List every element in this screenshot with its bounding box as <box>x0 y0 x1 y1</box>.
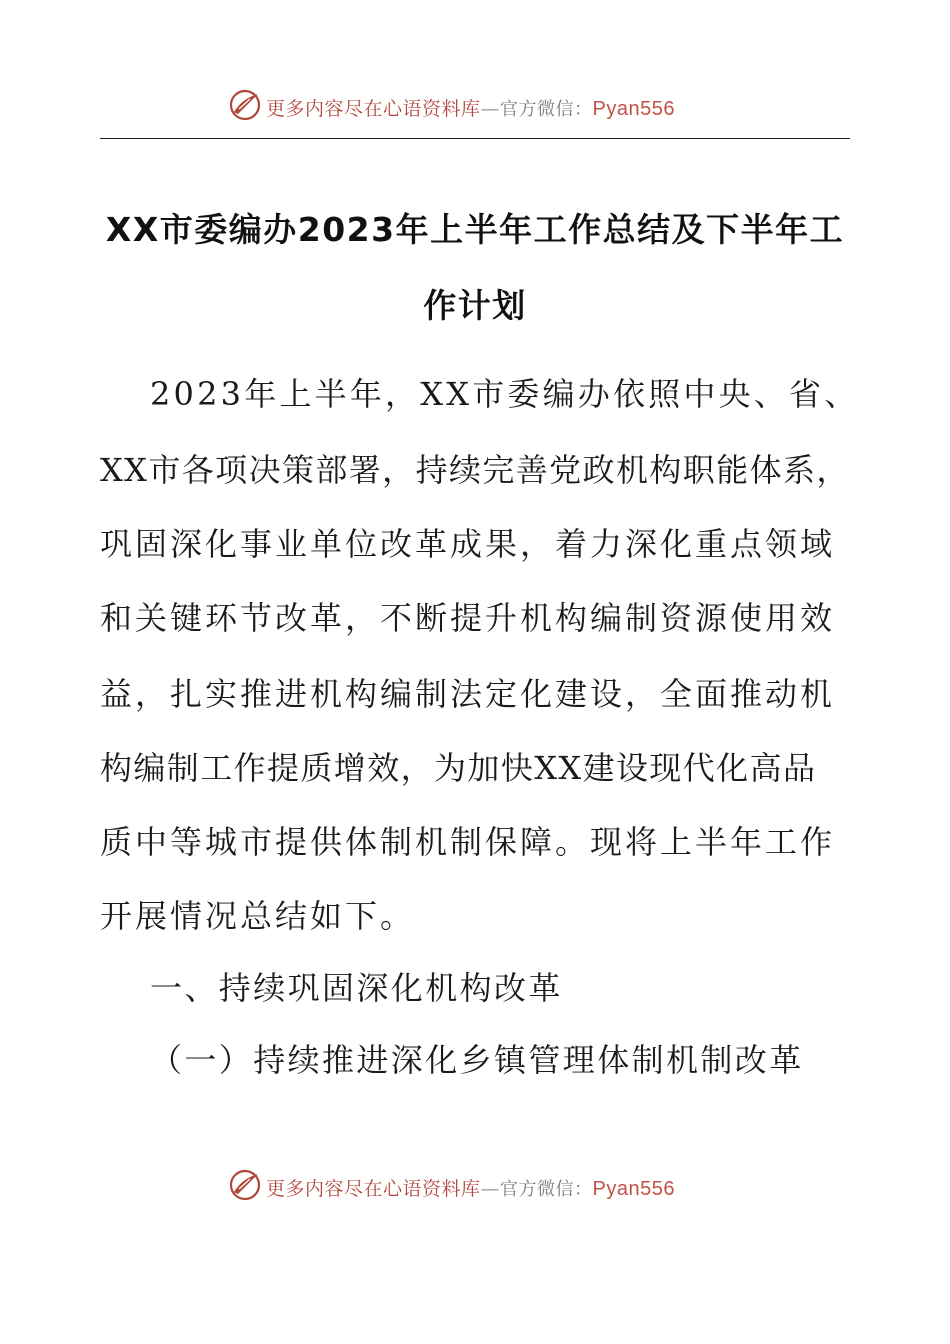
header-watermark <box>0 84 950 124</box>
watermark-dash: — <box>480 1178 501 1200</box>
watermark-wechat-label: 官方微信： <box>500 99 593 120</box>
body-line-4: 和关键环节改革，不断提升机构编制资源使用效 <box>100 599 836 637</box>
body-line-6: 构编制工作提质增效，为加快XX建设现代化高品 <box>100 749 817 787</box>
section-heading-1: 一、持续巩固深化机构改革 <box>150 969 563 1007</box>
pen-logo-icon <box>228 1168 262 1202</box>
footer-watermark <box>0 1164 950 1204</box>
watermark-text <box>266 94 675 121</box>
body-line-1: 2023年上半年，XX市委编办依照中央、省、 <box>150 375 860 413</box>
watermark-wechat-id: Pyan556 <box>592 1178 675 1200</box>
body-line-3: 巩固深化事业单位改革成果，着力深化重点领域 <box>100 525 836 563</box>
body-line-8: 开展情况总结如下。 <box>100 897 416 935</box>
body-line-7: 质中等城市提供体制机制保障。现将上半年工作 <box>100 823 836 861</box>
watermark-text <box>266 1174 675 1201</box>
body-line-2: XX市各项决策部署，持续完善党政机构职能体系， <box>100 451 850 489</box>
section-heading-1-1: （一）持续推进深化乡镇管理体制机制改革 <box>150 1041 804 1079</box>
document-title-line-2: 作计划 <box>423 286 527 325</box>
body-line-5: 益，扎实推进机构编制法定化建设，全面推动机 <box>100 675 836 713</box>
document-title-line-1: XX市委编办2023年上半年工作总结及下半年工 <box>105 210 845 249</box>
watermark-wechat-id: Pyan556 <box>592 98 675 120</box>
header-divider <box>100 138 850 139</box>
watermark-site-text: 更多内容尽在心语资料库 <box>266 98 481 120</box>
watermark-wechat-label: 官方微信： <box>500 1179 593 1200</box>
pen-logo-icon <box>228 88 262 122</box>
watermark-dash: — <box>480 98 501 120</box>
watermark-site-text: 更多内容尽在心语资料库 <box>266 1178 481 1200</box>
